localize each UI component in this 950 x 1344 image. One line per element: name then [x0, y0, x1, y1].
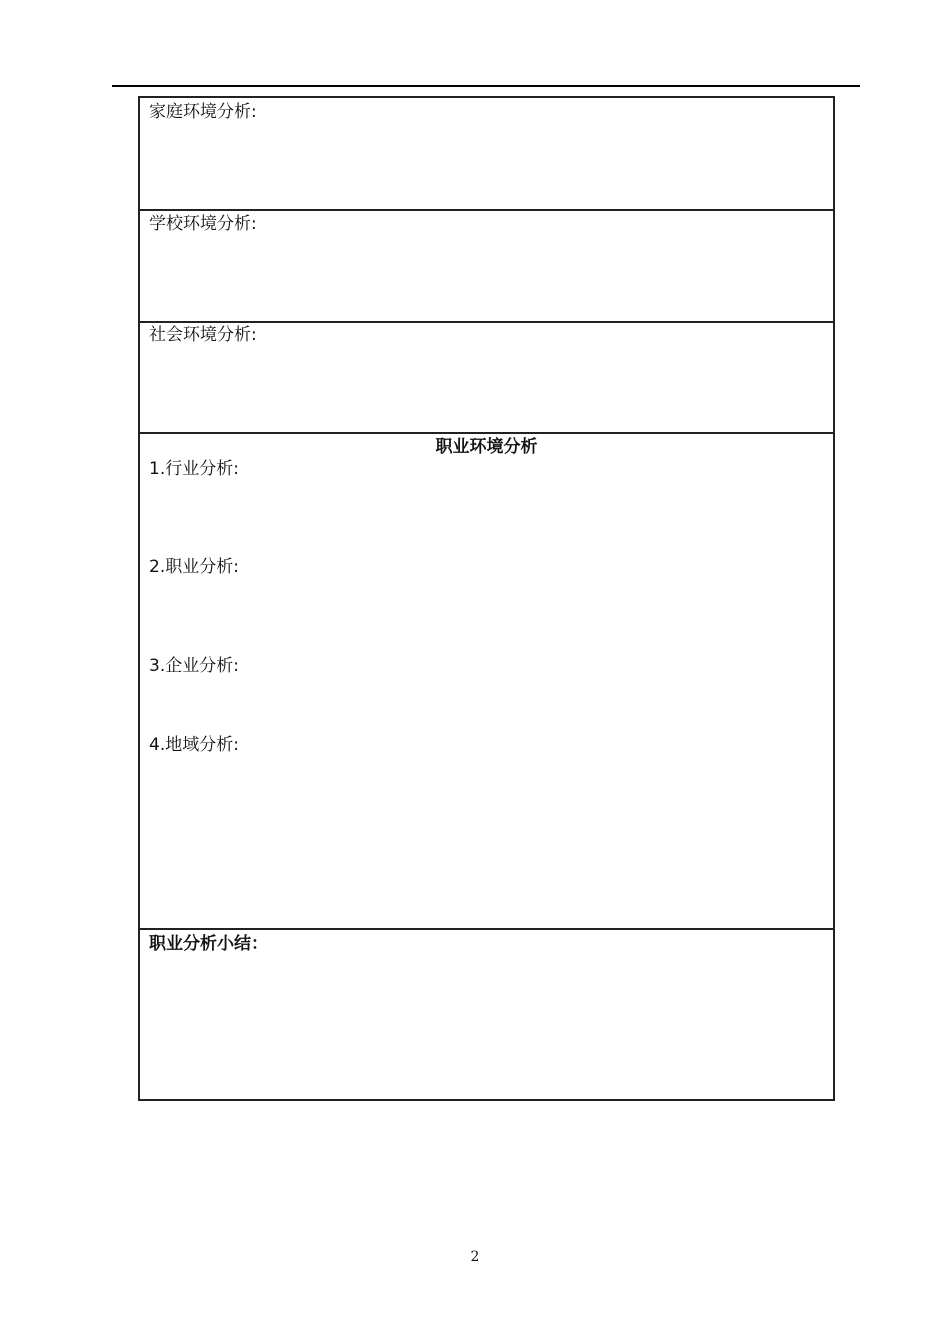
society-environment-row — [140, 323, 833, 434]
career-environment-title: 职业环境分析 — [435, 437, 538, 457]
family-environment-label: 家庭环境分析: — [149, 102, 257, 122]
occupation-analysis-label: 2.职业分析: — [149, 557, 239, 577]
society-environment-label: 社会环境分析: — [149, 325, 257, 345]
page-number: 2 — [470, 1249, 480, 1265]
career-summary-row — [140, 930, 833, 1099]
career-environment-row — [140, 434, 833, 930]
career-analysis-form — [138, 96, 835, 1101]
school-environment-row — [140, 211, 833, 323]
industry-analysis-label: 1.行业分析: — [149, 459, 239, 479]
header-rule — [112, 85, 860, 87]
school-environment-label: 学校环境分析: — [149, 214, 257, 234]
region-analysis-label: 4.地域分析: — [149, 735, 239, 755]
family-environment-row — [140, 98, 833, 211]
career-summary-label: 职业分析小结： — [149, 934, 268, 954]
enterprise-analysis-label: 3.企业分析: — [149, 656, 239, 676]
